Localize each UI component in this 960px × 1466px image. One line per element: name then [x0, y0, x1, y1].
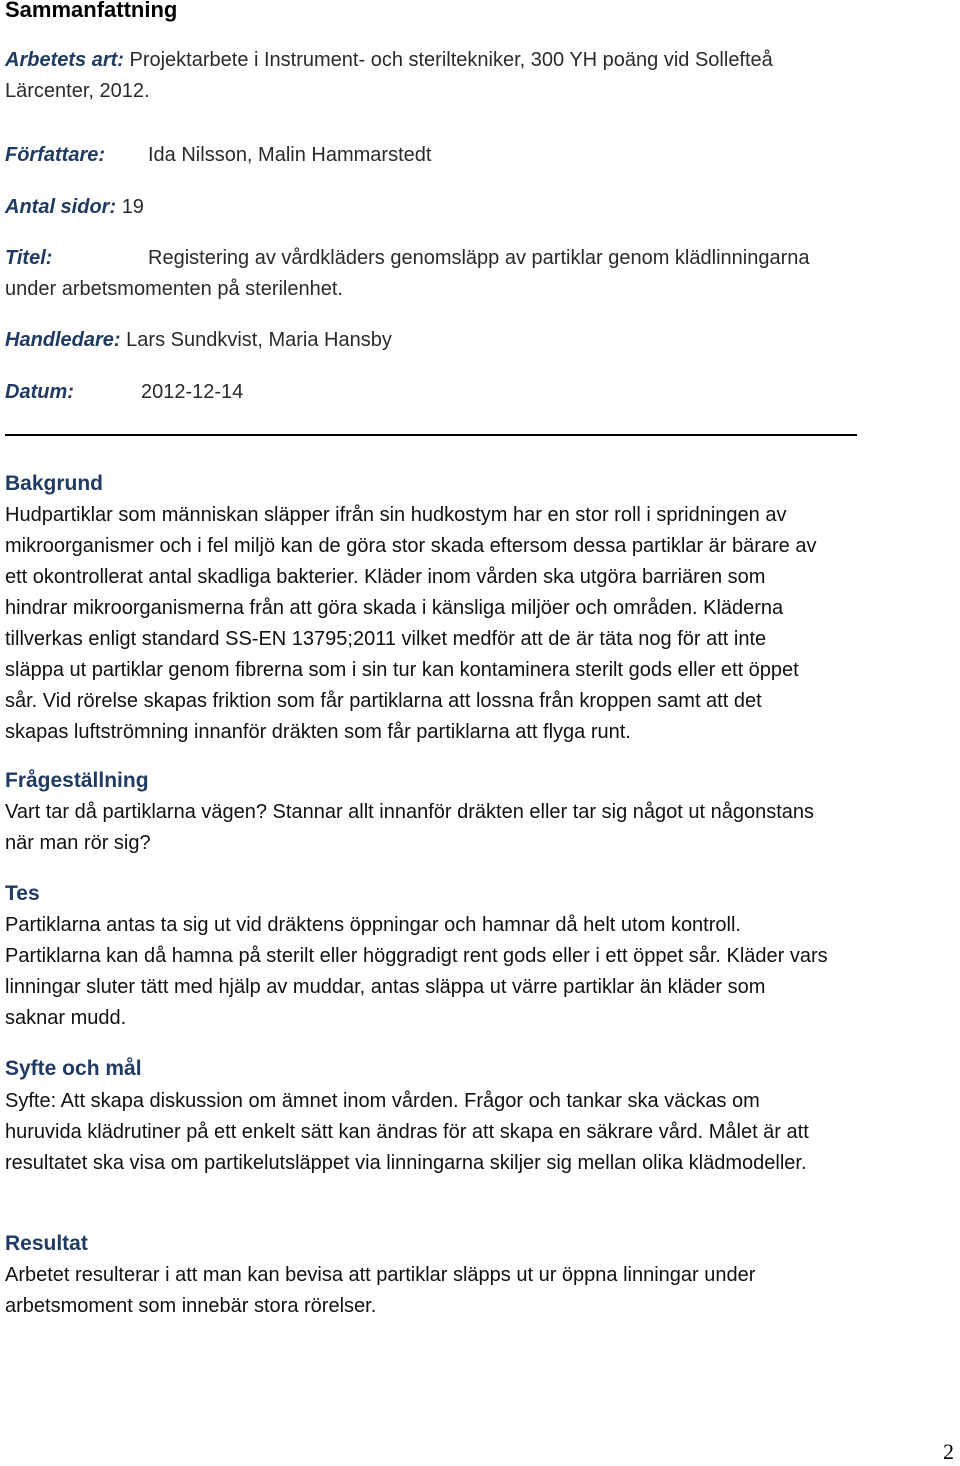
meta-work-type-value-line-1: Projektarbete i Instrument- och steriltekniker, 300 YH poäng vid Sollefteå [129, 49, 773, 71]
section-heading-result: Resultat [5, 1232, 88, 1255]
purpose-line: huruvida klädrutiner på ett enkelt sätt kan ändras för att skapa en säkrare vård. Målet är att [5, 1121, 809, 1143]
meta-authors-label: Författare: [5, 144, 106, 166]
meta-title-value-line-2: under arbetsmomenten på sterilenhet. [5, 278, 343, 300]
question-line: när man rör sig? [5, 832, 151, 854]
question-line: Vart tar då partiklarna vägen? Stannar allt innanför dräkten eller tar sig något ut någonstans [5, 801, 815, 823]
meta-supervisors-label: Handledare: [5, 329, 121, 351]
thesis-line: Partiklarna kan då hamna på sterilt eller höggradigt rent gods eller i ett öppet sår. Kläder vars [5, 945, 828, 967]
purpose-line: resultatet ska visa om partikelutsläppet via linningarna skiljer sig mellan olika klädmodeller. [5, 1152, 807, 1174]
meta-pages-label: Antal sidor: [5, 196, 117, 218]
background-line: hindrar mikroorganismerna från att göra skada i känsliga miljöer och områden. Kläderna [5, 597, 784, 619]
meta-supervisors [5, 325, 392, 356]
section-heading-thesis: Tes [5, 882, 40, 905]
result-line: arbetsmoment som innebär stora rörelser. [5, 1295, 377, 1317]
section-heading-background: Bakgrund [5, 472, 104, 495]
background-line: tillverkas enligt standard SS-EN 13795;2011 vilket medför att de är täta nog för att inte [5, 628, 767, 650]
meta-work-type-label: Arbetets art: [5, 49, 124, 71]
meta-date [5, 377, 243, 408]
thesis-line: Partiklarna antas ta sig ut vid dräktens öppningar och hamnar då helt utom kontroll. [5, 914, 741, 936]
meta-work-type [5, 45, 773, 107]
background-line: släppa ut partiklar genom fibrerna som i sin tur kan kontaminera sterilt gods eller ett öppet [5, 659, 799, 681]
section-heading-question: Frågeställning [5, 769, 149, 792]
section-body-background [5, 500, 960, 748]
section-body-result [5, 1260, 960, 1322]
meta-supervisors-value: Lars Sundkvist, Maria Hansby [126, 329, 392, 351]
section-body-thesis [5, 910, 960, 1034]
thesis-line: saknar mudd. [5, 1007, 127, 1029]
background-line: sår. Vid rörelse skapas friktion som får partiklarna att lossna från kroppen samt att det [5, 690, 762, 712]
thesis-line: linningar sluter tätt med hjälp av muddar, antas släppa ut värre partiklar än kläder som [5, 976, 766, 998]
background-line: ett okontrollerat antal skadliga bakterier. Kläder inom vården ska utgöra barriären som [5, 566, 766, 588]
background-line: mikroorganismer och i fel miljö kan de göra stor skada eftersom dessa partiklar är bärare av [5, 535, 817, 557]
meta-work-type-value-line-2: Lärcenter, 2012. [5, 80, 150, 102]
result-line: Arbetet resulterar i att man kan bevisa att partiklar släpps ut ur öppna linningar under [5, 1264, 756, 1286]
horizontal-rule [5, 434, 857, 436]
purpose-line: Syfte: Att skapa diskussion om ämnet inom vården. Frågor och tankar ska väckas om [5, 1090, 760, 1112]
meta-date-label: Datum: [5, 381, 74, 403]
page-number: 2 [943, 1439, 954, 1464]
meta-date-value: 2012-12-14 [141, 381, 244, 403]
meta-title-label: Titel: [5, 247, 53, 269]
meta-title [5, 243, 809, 305]
meta-pages [5, 192, 144, 223]
meta-authors [5, 140, 431, 171]
section-body-purpose [5, 1086, 960, 1179]
meta-title-value-line-1: Registering av vårdkläders genomsläpp av partiklar genom klädlinningarna [148, 247, 810, 269]
background-line: skapas luftströmning innanför dräkten som får partiklarna att flyga runt. [5, 721, 631, 743]
section-heading-purpose: Syfte och mål [5, 1057, 142, 1080]
background-line: Hudpartiklar som människan släpper ifrån sin hudkostym har en stor roll i spridningen av [5, 504, 787, 526]
section-body-question [5, 797, 960, 859]
summary-title: Sammanfattning [5, 0, 178, 22]
meta-authors-value: Ida Nilsson, Malin Hammarstedt [148, 144, 432, 166]
meta-pages-value: 19 [121, 196, 144, 218]
